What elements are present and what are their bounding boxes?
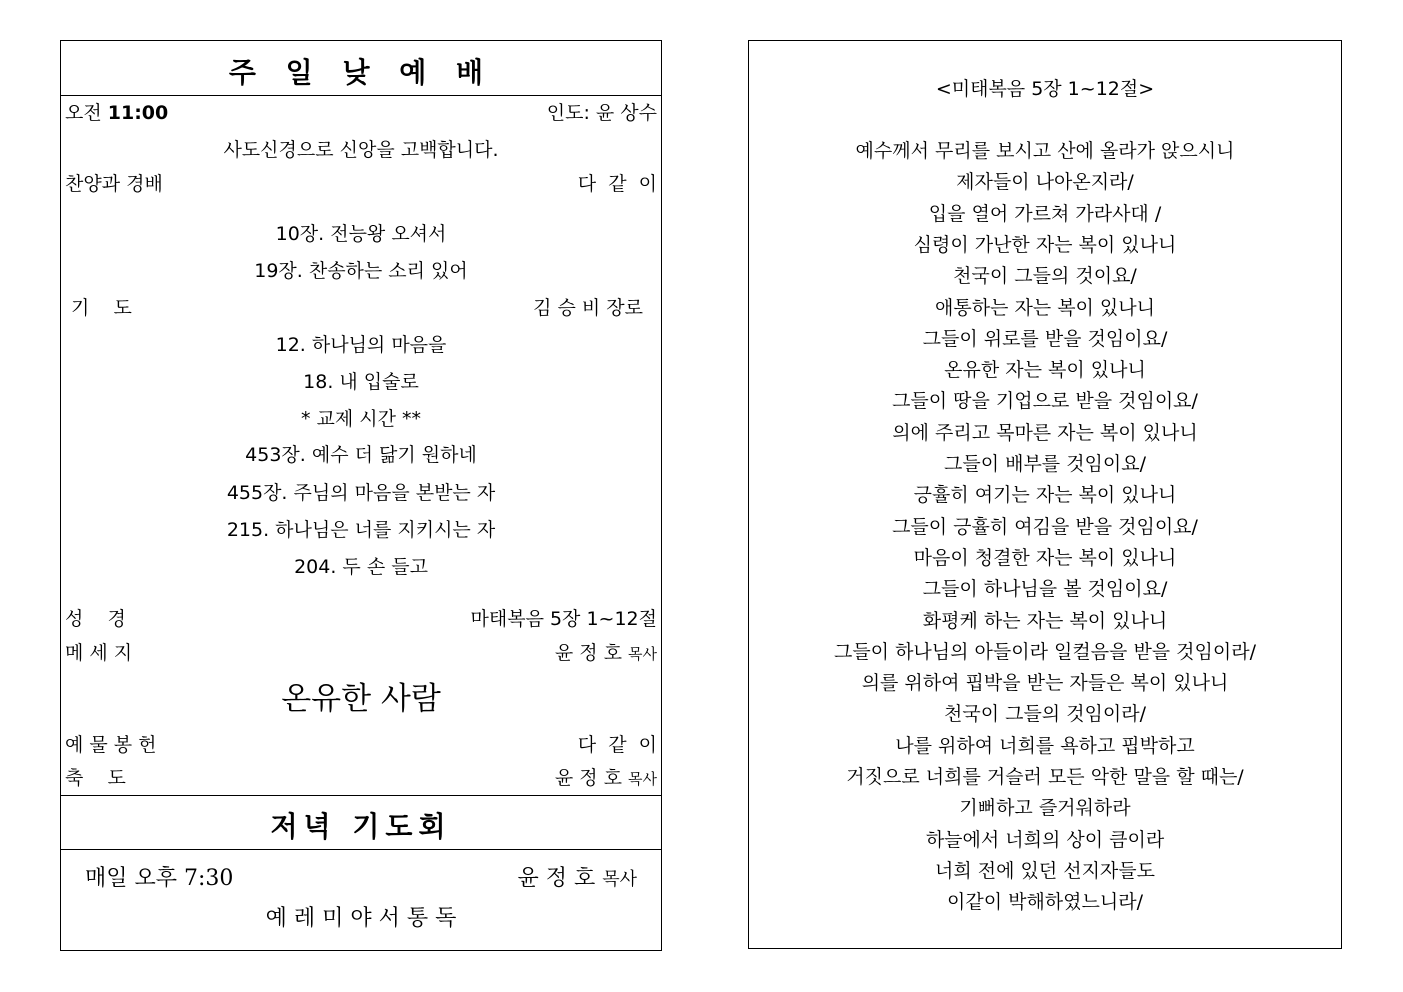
verse-line: 애통하는 자는 복이 있나니 (934, 296, 1155, 319)
verse-line: 그들이 위로를 받을 것임이요/ (922, 327, 1168, 350)
benediction-title-suffix: 목사 (628, 770, 657, 788)
song-1: 12. 하나님의 마음을 (275, 334, 447, 356)
verse-line: 예수께서 무리를 보시고 산에 올라가 앉으시니 (855, 140, 1235, 162)
hymn-4: 455장. 주님의 마음을 본받는 자 (226, 482, 496, 504)
evening-leader-suffix: 목사 (602, 869, 637, 890)
service-title: 주 일 낮 예 배 (228, 56, 494, 89)
time-value: 11:00 (107, 102, 169, 124)
offering-who: 다 같 이 (577, 734, 657, 756)
divider (61, 95, 661, 96)
creed: 사도신경으로 신앙을 고백합니다. (223, 139, 499, 161)
evening-title: 저녁 기도회 (270, 810, 452, 843)
scripture-text-panel (748, 40, 1342, 949)
divider (61, 795, 661, 796)
verse-line: 그들이 땅을 기업으로 받을 것임이요/ (892, 390, 1198, 413)
verse-line: 심령이 가난한 자는 복이 있나니 (913, 233, 1177, 256)
verse-line: 긍휼히 여기는 자는 복이 있나니 (913, 484, 1177, 507)
verse-line: 기뻐하고 즐거워하라 (959, 797, 1131, 820)
verse-line: 그들이 하나님의 아들이라 일컬음을 받을 것임이라/ (833, 640, 1257, 663)
praise-who: 다 같 이 (577, 173, 657, 195)
hymn-2: 19장. 찬송하는 소리 있어 (254, 260, 468, 282)
verse-line: 온유한 자는 복이 있나니 (944, 359, 1146, 382)
verse-line: 나를 위하여 너희를 욕하고 핍박하고 (895, 734, 1195, 757)
divider (61, 849, 661, 850)
service-time (65, 101, 168, 125)
offering-label: 예 물 봉 헌 (65, 734, 157, 756)
verse-line: 천국이 그들의 것이요/ (953, 265, 1137, 288)
time-label: 오전 (65, 102, 102, 124)
prayer-label: 기 도 (71, 297, 132, 319)
evening-time: 매일 오후 7:30 (85, 866, 234, 891)
order-of-worship-panel (60, 40, 662, 951)
fellowship-time: * 교제 시간 ** (300, 408, 422, 430)
hymn-3: 453장. 예수 더 닮기 원하네 (245, 444, 477, 466)
leader: 인도: 윤 상수 (546, 102, 657, 124)
benediction-who (555, 766, 657, 791)
verse-line: 거짓으로 너희를 거슬러 모든 악한 말을 할 때는/ (846, 766, 1244, 788)
benediction-name: 윤 정 호 (554, 767, 622, 789)
prayer-who: 김 승 비 장로 (533, 297, 643, 319)
scripture-heading: <미태복음 5장 1~12절> (935, 78, 1155, 100)
verse-line: 마음이 청결한 자는 복이 있나니 (913, 546, 1177, 569)
praise-label: 찬양과 경배 (65, 173, 163, 195)
song-3: 215. 하나님은 너를 지키시는 자 (226, 519, 496, 541)
scripture-ref: 마태복음 5장 1~12절 (470, 608, 657, 630)
verse-line: 하늘에서 너희의 상이 큼이라 (925, 828, 1165, 851)
verse-line: 화평케 하는 자는 복이 있나니 (922, 609, 1168, 632)
message-title-suffix: 목사 (628, 645, 657, 663)
verse-line: 너희 전에 있던 선지자들도 (934, 859, 1155, 882)
sermon-title: 온유한 사람 (281, 681, 441, 717)
verse-line: 그들이 긍휼히 여김을 받을 것임이요/ (892, 515, 1198, 538)
verse-line: 입을 열어 가르쳐 가라사대 / (928, 202, 1162, 225)
evening-reading: 예 레 미 야 서 통 독 (265, 906, 457, 931)
message-label: 메 세 지 (65, 642, 133, 664)
verse-line: 천국이 그들의 것임이라/ (943, 703, 1147, 726)
verse-line: 제자들이 나아온지라/ (956, 171, 1134, 194)
message-name: 윤 정 호 (554, 642, 622, 664)
scripture-label: 성 경 (65, 608, 126, 630)
verse-line: 의에 주리고 목마른 자는 복이 있나니 (892, 421, 1198, 444)
message-who (555, 641, 657, 666)
benediction-label: 축 도 (65, 767, 126, 789)
song-4: 204. 두 손 들고 (294, 556, 428, 578)
hymn-1: 10장. 전능왕 오셔서 (275, 223, 447, 245)
verse-line: 의를 위하여 핍박을 받는 자들은 복이 있나니 (861, 672, 1229, 695)
evening-leader (517, 867, 637, 892)
evening-leader-name: 윤 정 호 (517, 866, 596, 891)
song-2: 18. 내 입술로 (303, 371, 419, 393)
verse-line: 그들이 하나님을 볼 것임이요/ (922, 578, 1168, 601)
verse-line: 이같이 박해하였느니라/ (947, 891, 1143, 914)
verse-line: 그들이 배부를 것임이요/ (943, 453, 1147, 475)
